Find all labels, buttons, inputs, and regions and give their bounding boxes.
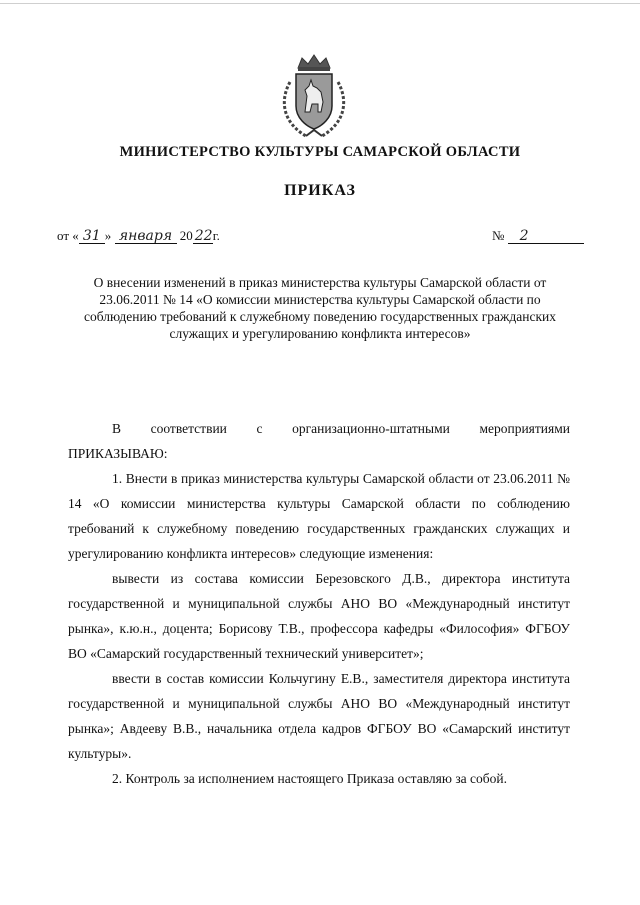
ministry-name: МИНИСТЕРСТВО КУЛЬТУРЫ САМАРСКОЙ ОБЛАСТИ <box>119 144 521 160</box>
number-value: 2 <box>508 229 584 244</box>
date-year-prefix: 20 <box>179 228 193 243</box>
order-body <box>68 416 570 791</box>
date-prefix: от « <box>57 228 79 243</box>
order-date <box>57 228 297 244</box>
date-year: 22 <box>194 228 213 244</box>
number-label: № <box>492 228 505 243</box>
intro-word: мероприятиями <box>479 421 570 436</box>
remove-members-paragraph: вывести из состава комиссии Березовского Д.В., директора института государственной и муниципальной службы АНО ВО «Международный институт рынка», к.ю.н., доцента; Борисову Т.В., профессора кафедры «Философия» ФГБОУ ВО «Самарский государственный технический университет»; <box>68 571 570 661</box>
item-1: 1. Внести в приказ министерства культуры Самарской области от 23.06.2011 № 14 «О комиссии министерства культуры Самарской области по соблюдению требований к служебному поведению государственных гражданских служащих и урегулированию конфликта интересов» следующие изменения: <box>68 471 570 561</box>
order-subject: О внесении изменений в приказ министерства культуры Самарской области от 23.06.2011 № 14 «О комиссии министерства культуры Самарской области по соблюдению требований к служебному поведению государственных гражданских служащих и урегулированию конфликта интересов» <box>84 275 556 341</box>
order-word: ПРИКАЗЫВАЮ: <box>68 446 168 461</box>
intro-word: В <box>112 421 122 436</box>
date-day: 31 <box>79 229 105 244</box>
document-type-title: ПРИКАЗ <box>284 182 356 199</box>
intro-word: организационно-штатными <box>292 421 450 436</box>
samara-oblast-coat-of-arms-icon <box>276 52 352 140</box>
date-mid: » <box>104 228 112 243</box>
date-suffix: г. <box>212 228 220 243</box>
scan-top-edge <box>0 3 640 4</box>
order-number <box>492 228 584 244</box>
add-members-paragraph: ввести в состав комиссии Кольчугину Е.В., заместителя директора института государственной и муниципальной службы АНО ВО «Международный институт рынка»; Авдееву В.В., начальника отдела кадров ФГБОУ ВО «Самарский институт культуры». <box>68 671 570 761</box>
intro-word: с <box>256 421 263 436</box>
item-2: 2. Контроль за исполнением настоящего Приказа оставляю за собой. <box>112 771 508 786</box>
intro-line <box>68 416 570 441</box>
intro-word: соответствии <box>150 421 227 436</box>
date-month: января <box>115 229 177 244</box>
